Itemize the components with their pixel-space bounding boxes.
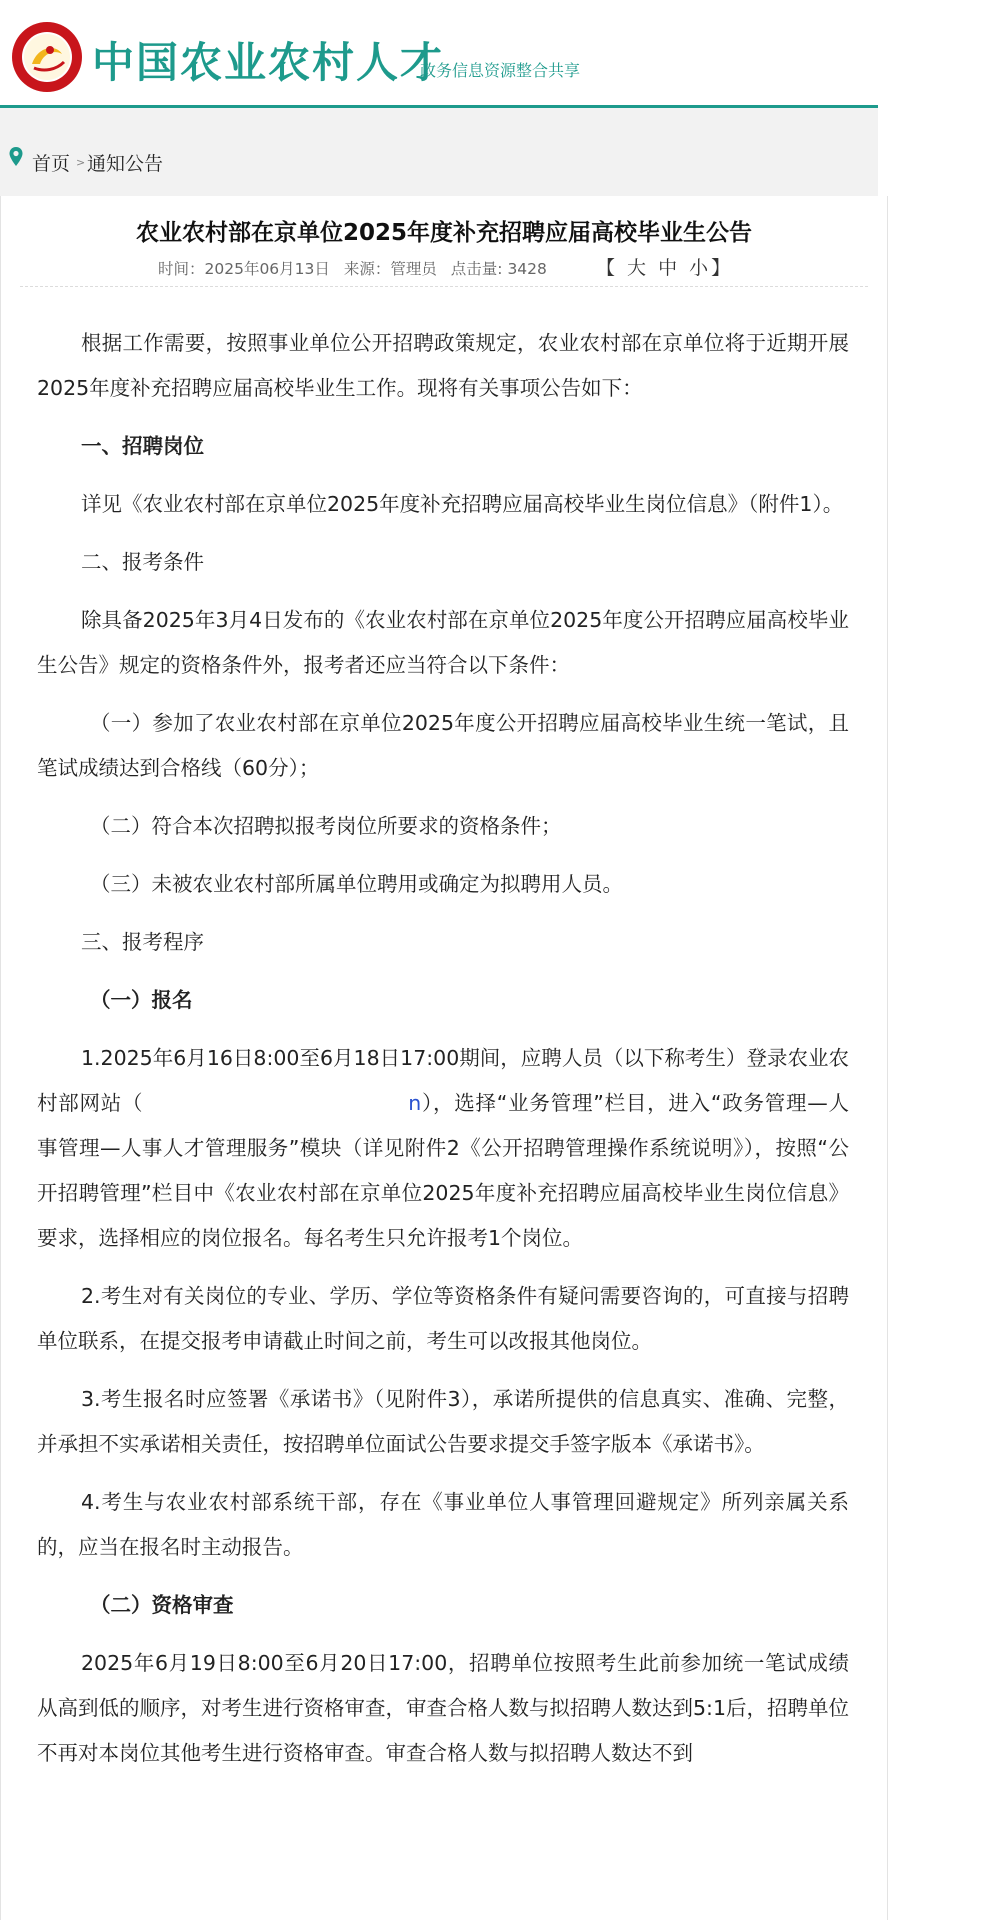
section-heading: 三、报考程序 — [81, 930, 204, 954]
paragraph: （三）未被农业农村部所属单位聘用或确定为拟聘用人员。 — [90, 872, 623, 896]
article-views: 点击量: 3428 — [450, 260, 547, 278]
redacted-url — [200, 1094, 408, 1114]
paragraph: 除具备2025年3月4日发布的《农业农村部在京单位2025年度公开招聘应届高校毕业生公告》规定的资格条件外，报考者还应当符合以下条件： — [37, 608, 849, 677]
site-logo[interactable] — [10, 20, 84, 94]
paragraph-registration — [37, 1036, 849, 1261]
paragraph: （一）参加了农业农村部在京单位2025年度公开招聘应届高校毕业生统一笔试，且笔试成绩达到合格线（60分）； — [37, 711, 849, 780]
subsection-heading: （二）资格审查 — [90, 1593, 234, 1617]
paragraph: （二）符合本次招聘拟报考岗位所要求的资格条件； — [90, 814, 562, 838]
subsection-heading: （一）报名 — [90, 988, 193, 1012]
paragraph: 2025年6月19日8:00至6月20日17:00，招聘单位按照考生此前参加统一笔试成绩从高到低的顺序，对考生进行资格审查，审查合格人数与拟招聘人数达到5:1后，招聘单位不再对本岗位其他考生进行资格审查。审查合格人数与拟招聘人数达不到 — [37, 1651, 849, 1765]
site-slogan: 政务信息资源整合共享 — [420, 61, 581, 80]
article-meta — [158, 257, 556, 279]
article-time: 时间：2025年06月13日 — [158, 260, 330, 278]
breadcrumb-current-link[interactable]: 通知公告 — [87, 153, 164, 175]
breadcrumb-separator: > — [76, 156, 86, 169]
paragraph: 详见《农业农村部在京单位2025年度补充招聘应届高校毕业生岗位信息》（附件1）。 — [81, 492, 844, 516]
article-source: 来源：管理员 — [343, 260, 437, 278]
site-title[interactable]: 中国农业农村人才 — [92, 38, 445, 87]
paragraph-text: 1.2025年6月16日8:00至6月18日17:00期间，应聘人员（以下称考生）登录农业农村部网站（ — [37, 1046, 849, 1115]
paragraph: 4.考生与农业农村部系统干部，存在《事业单位人事管理回避规定》所列亲属关系的，应当在报名时主动报告。 — [37, 1490, 849, 1559]
breadcrumb-home-link[interactable]: 首页 — [32, 153, 71, 175]
location-pin-icon — [8, 146, 24, 168]
link-text-end: n — [408, 1091, 422, 1115]
section-heading: 二、报考条件 — [81, 550, 204, 574]
article-body — [37, 321, 849, 1789]
paragraph: 3.考生报名时应签署《承诺书》（见附件3），承诺所提供的信息真实、准确、完整，并承担不实承诺相关责任，按招聘单位面试公告要求提交手签字版本《承诺书》。 — [37, 1387, 849, 1456]
title-divider — [20, 286, 868, 287]
paragraph: 根据工作需要，按照事业单位公开招聘政策规定，农业农村部在京单位将于近期开展2025年度补充招聘应届高校毕业生工作。现将有关事项公告如下： — [37, 331, 849, 400]
font-size-control[interactable]: 【 大 中 小】 — [596, 257, 734, 279]
ministry-website-link[interactable] — [143, 1081, 421, 1126]
article-title: 农业农村部在京单位2025年度补充招聘应届高校毕业生公告 — [135, 220, 752, 246]
paragraph-text: ），选择“业务管理”栏目，进入“政务管理—人事管理—人事人才管理服务”模块（详见附件2《公开招聘管理操作系统说明》），按照“公开招聘管理”栏目中《农业农村部在京单位2025年度补充招聘应届高校毕业生岗位信息》要求，选择相应的岗位报名。每名考生只允许报考1个岗位。 — [37, 1091, 849, 1250]
section-heading: 一、招聘岗位 — [81, 434, 204, 458]
link-text-start: h — [187, 1091, 201, 1115]
paragraph: 2.考生对有关岗位的专业、学历、学位等资格条件有疑问需要咨询的，可直接与招聘单位联系，在提交报考申请截止时间之前，考生可以改报其他岗位。 — [37, 1284, 849, 1353]
